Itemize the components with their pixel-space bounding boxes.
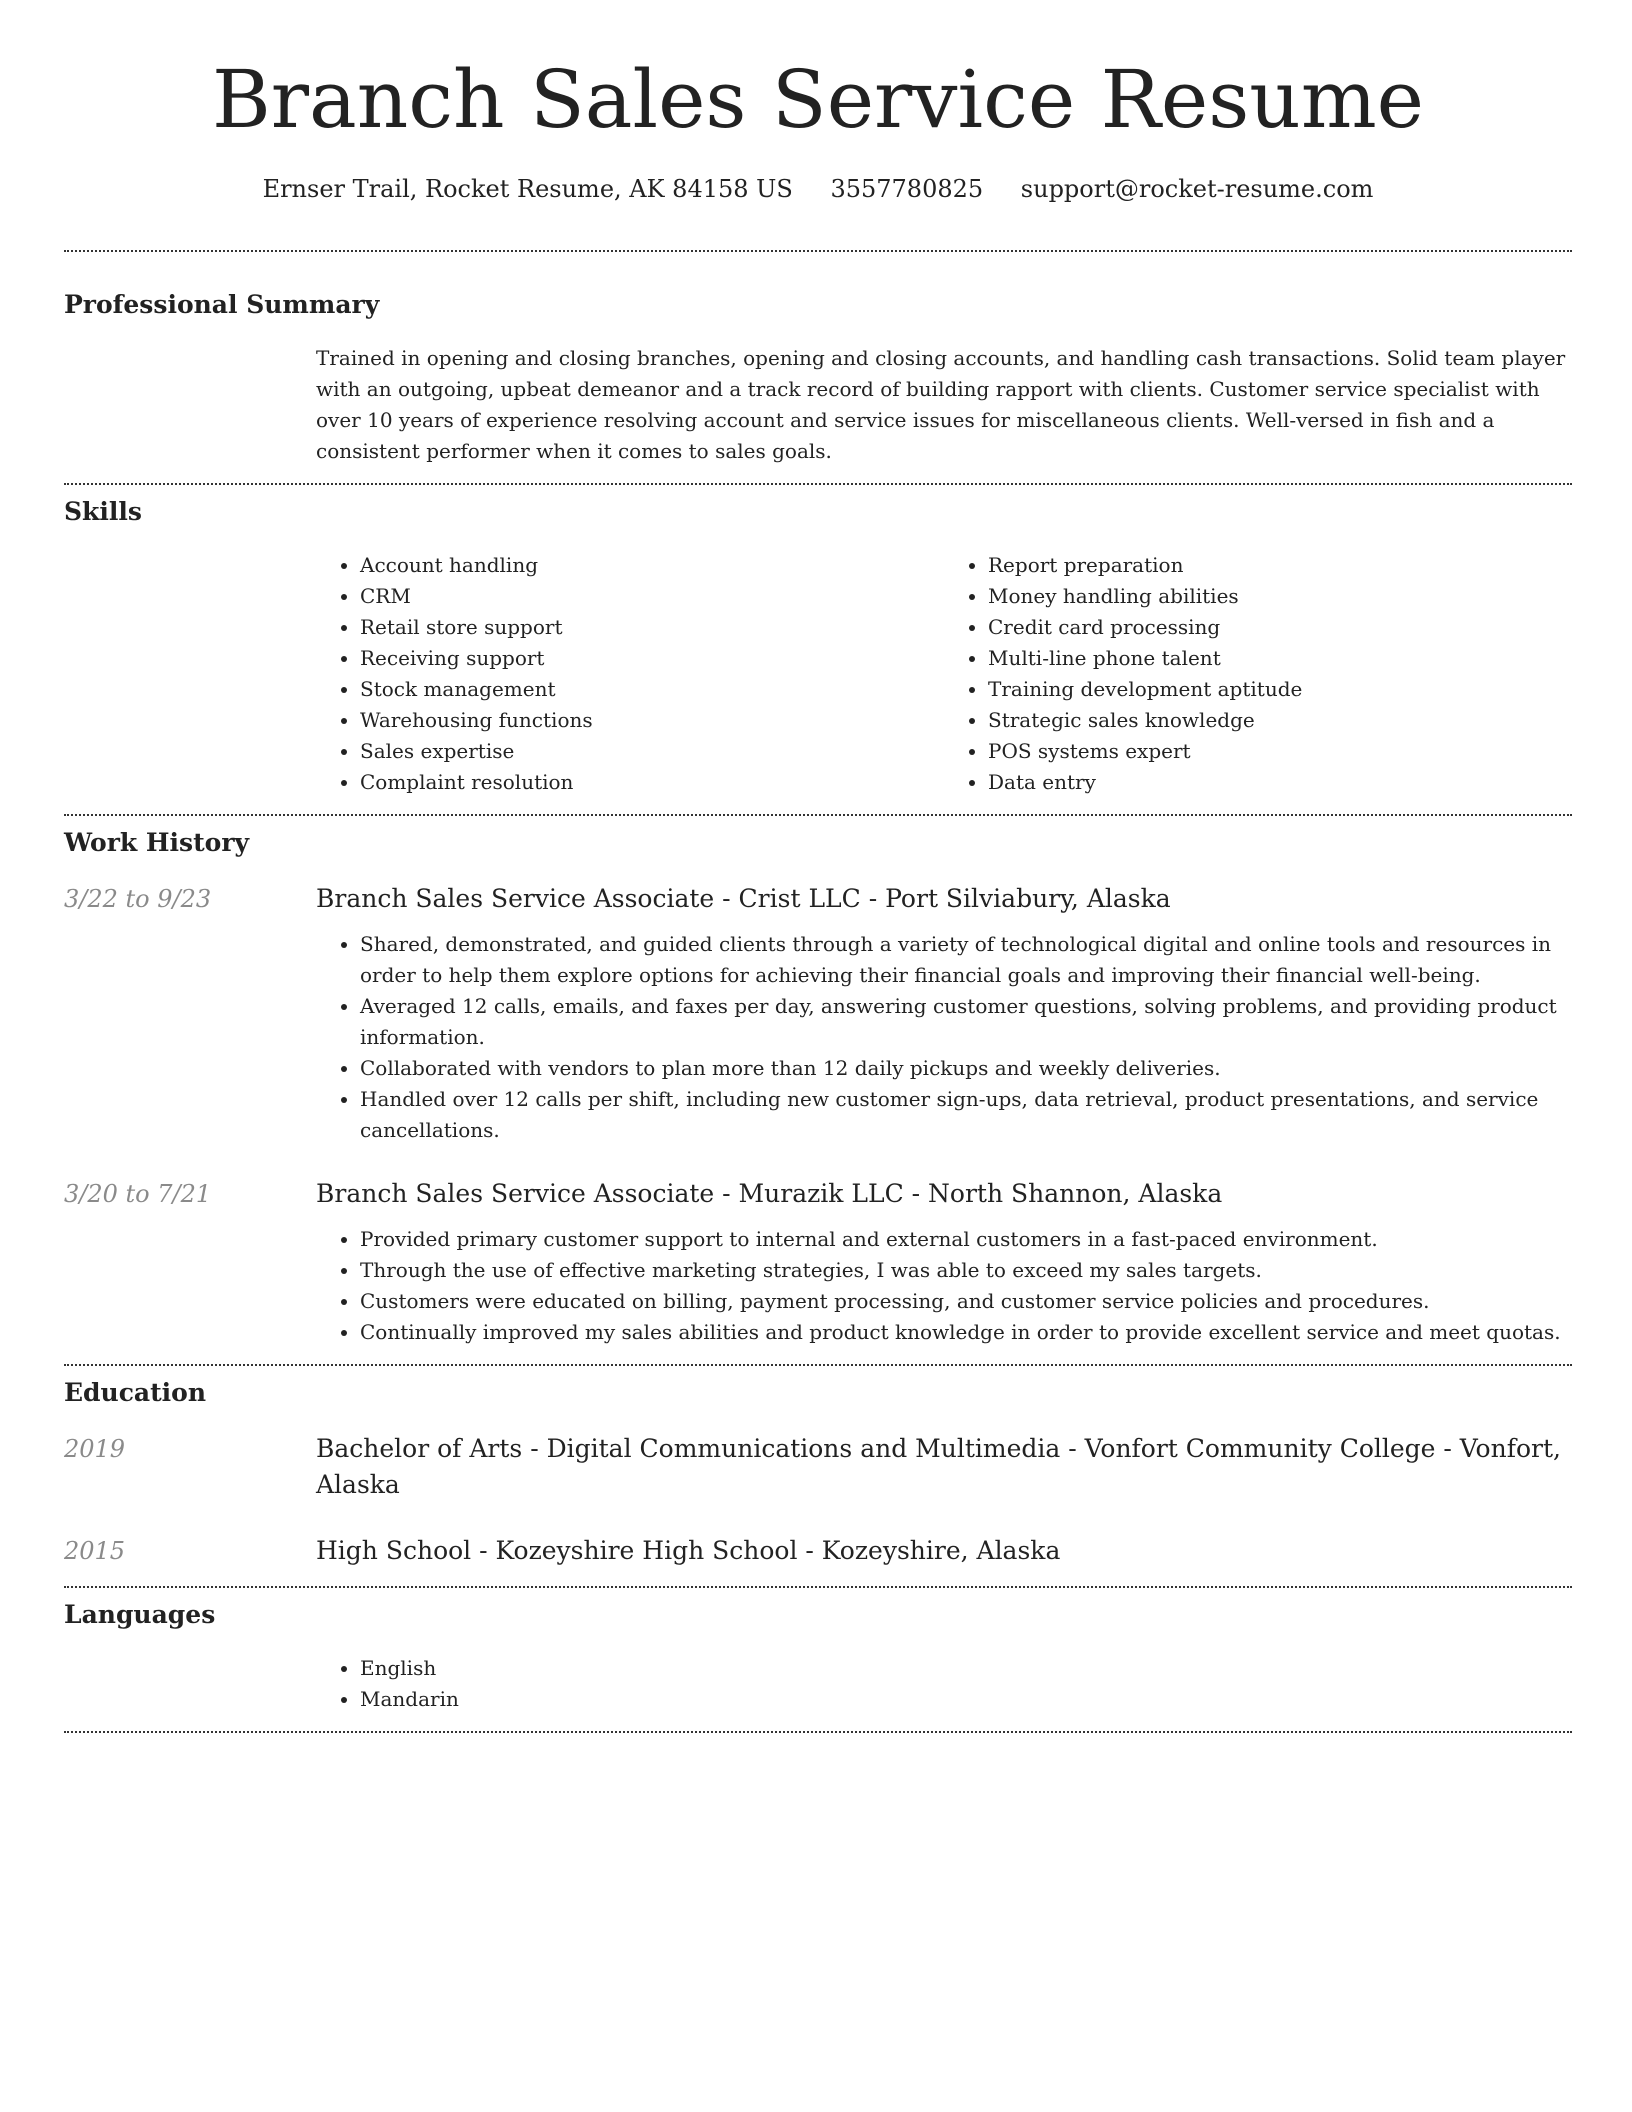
section-title-education: Education <box>64 1378 207 1407</box>
job-dates: 3/22 to 9/23 <box>64 885 212 913</box>
summary-section <box>64 252 1572 467</box>
work-section <box>64 816 1572 1348</box>
section-title-languages: Languages <box>64 1600 216 1629</box>
skill-item: • Account handling <box>360 550 944 581</box>
skill-item: • Credit card processing <box>988 612 1572 643</box>
education-entry <box>64 1533 1572 1569</box>
skill-item: • Receiving support <box>360 643 944 674</box>
skill-item: • Report preparation <box>988 550 1572 581</box>
job-dates: 3/20 to 7/21 <box>64 1180 212 1208</box>
skill-item: • Multi-line phone talent <box>988 643 1572 674</box>
skills-list-right <box>944 550 1572 798</box>
education-section <box>64 1366 1572 1569</box>
section-title-work: Work History <box>64 828 250 857</box>
contact-email: support@rocket-resume.com <box>1020 175 1374 203</box>
job-details <box>316 1176 1572 1348</box>
job-bullet: • Continually improved my sales abilities and product knowledge in order to provide excellent service and meet quotas. <box>360 1317 1572 1348</box>
section-title-summary: Professional Summary <box>64 290 380 319</box>
job-entry <box>64 881 1572 1146</box>
education-entry <box>64 1431 1572 1503</box>
job-bullet: • Collaborated with vendors to plan more than 12 daily pickups and weekly deliveries. <box>360 1053 1572 1084</box>
resume-page <box>64 0 1572 1733</box>
job-details <box>316 881 1572 1146</box>
languages-list <box>316 1653 1572 1715</box>
education-title: Bachelor of Arts - Digital Communications and Multimedia - Vonfort Community College - Vonfort, Alaska <box>316 1434 1561 1499</box>
languages-section <box>64 1588 1572 1715</box>
skill-item: • Training development aptitude <box>988 674 1572 705</box>
education-details <box>316 1533 1572 1569</box>
languages-body <box>316 1653 1572 1715</box>
skill-item: • Retail store support <box>360 612 944 643</box>
contact-phone: 3557780825 <box>830 175 984 203</box>
job-entry <box>64 1176 1572 1348</box>
contact-line <box>64 174 1572 204</box>
skill-item: • Sales expertise <box>360 736 944 767</box>
job-bullets <box>316 929 1572 1146</box>
job-bullet: • Averaged 12 calls, emails, and faxes per day, answering customer questions, solving problems, and providing product information. <box>360 991 1572 1053</box>
divider <box>64 1731 1572 1733</box>
skill-item: • CRM <box>360 581 944 612</box>
summary-body <box>316 343 1572 467</box>
job-title: Branch Sales Service Associate - Murazik LLC - North Shannon, Alaska <box>316 1179 1223 1208</box>
skills-columns <box>316 550 1572 798</box>
skills-list-left <box>316 550 944 798</box>
education-title: High School - Kozeyshire High School - Kozeyshire, Alaska <box>316 1536 1061 1565</box>
skill-item: • Data entry <box>988 767 1572 798</box>
job-bullet: • Handled over 12 calls per shift, including new customer sign-ups, data retrieval, product presentations, and service cancellations. <box>360 1084 1572 1146</box>
skill-item: • POS systems expert <box>988 736 1572 767</box>
education-year: 2019 <box>64 1435 126 1463</box>
skill-item: • Stock management <box>360 674 944 705</box>
summary-text: Trained in opening and closing branches, opening and closing accounts, and handling cash transactions. Solid team player with an outgoing, upbeat demeanor and a track record of building rapport with clients. Customer service specialist with over 10 years of experience resolving account and service issues for miscellaneous clients. Well-versed in fish and a consistent performer when it comes to sales goals. <box>316 346 1566 463</box>
resume-header <box>64 0 1572 204</box>
job-bullets <box>316 1224 1572 1348</box>
job-title: Branch Sales Service Associate - Crist LLC - Port Silviabury, Alaska <box>316 884 1171 913</box>
language-item: • Mandarin <box>360 1684 1572 1715</box>
education-year: 2015 <box>64 1537 126 1565</box>
skill-item: • Strategic sales knowledge <box>988 705 1572 736</box>
education-details <box>316 1431 1572 1503</box>
skill-item: • Warehousing functions <box>360 705 944 736</box>
language-item: • English <box>360 1653 1572 1684</box>
contact-address: Ernser Trail, Rocket Resume, AK 84158 US <box>262 175 793 203</box>
job-bullet: • Through the use of effective marketing strategies, I was able to exceed my sales targets. <box>360 1255 1572 1286</box>
skill-item: • Complaint resolution <box>360 767 944 798</box>
resume-title: Branch Sales Service Resume <box>211 53 1425 146</box>
job-bullet: • Customers were educated on billing, payment processing, and customer service policies and procedures. <box>360 1286 1572 1317</box>
skill-item: • Money handling abilities <box>988 581 1572 612</box>
section-title-skills: Skills <box>64 497 142 526</box>
job-bullet: • Shared, demonstrated, and guided clients through a variety of technological digital and online tools and resources in order to help them explore options for achieving their financial goals and improving their financial well-being. <box>360 929 1572 991</box>
job-bullet: • Provided primary customer support to internal and external customers in a fast-paced environment. <box>360 1224 1572 1255</box>
skills-section <box>64 485 1572 798</box>
